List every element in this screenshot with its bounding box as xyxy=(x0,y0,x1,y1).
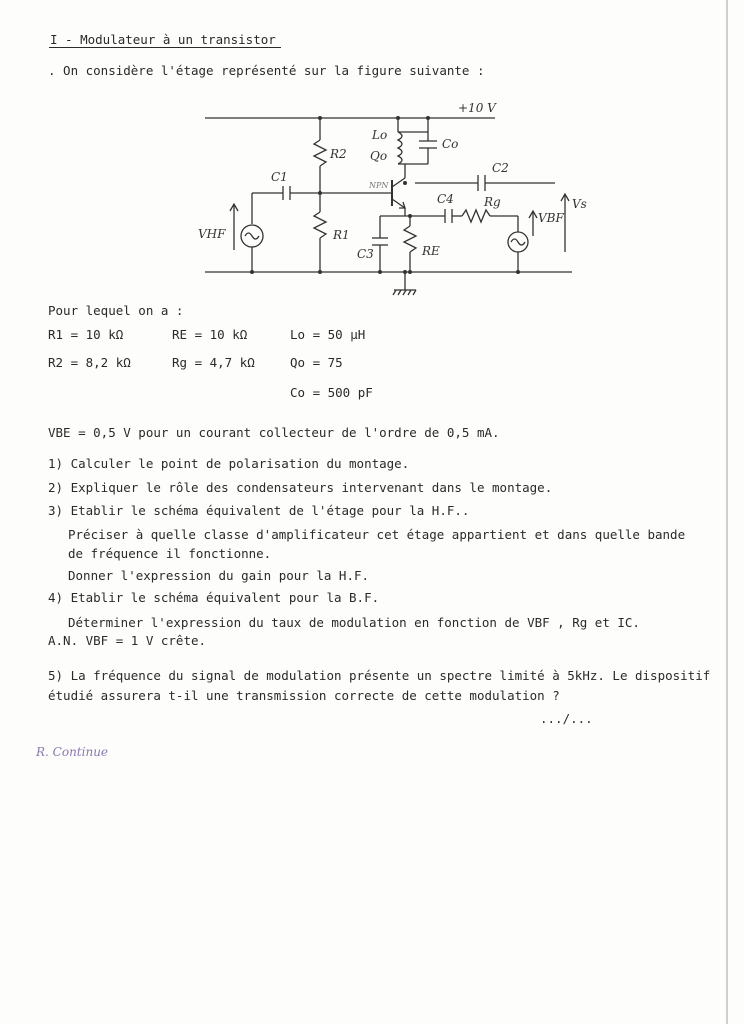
value-qo: Qo = 75 xyxy=(290,355,343,370)
intro-text: . On considère l'étage représenté sur la figure suivante : xyxy=(48,63,485,78)
label-c4: C4 xyxy=(437,192,454,206)
question-4: 4) Etablir le schéma équivalent pour la B.F. xyxy=(48,590,380,605)
question-3-part-2: Préciser à quelle classe d'amplificateur cet étage appartient et dans quelle bande xyxy=(68,527,686,542)
value-co: Co = 500 pF xyxy=(290,385,373,400)
label-c1: C1 xyxy=(271,170,288,184)
lo-inductor xyxy=(398,132,402,164)
label-vbf: VBF xyxy=(538,211,564,225)
label-qo: Qo xyxy=(370,149,388,163)
label-npn: NPN xyxy=(369,181,389,190)
circuit-diagram xyxy=(0,0,744,320)
label-re: RE xyxy=(422,244,440,258)
question-1: 1) Calculer le point de polarisation du montage. xyxy=(48,456,410,471)
re-resistor xyxy=(404,226,416,252)
value-lo: Lo = 50 µH xyxy=(290,327,366,342)
r2-resistor xyxy=(314,140,326,166)
question-3-part-3: de fréquence il fonctionne. xyxy=(68,546,272,561)
question-3-part-4: Donner l'expression du gain pour la H.F. xyxy=(68,568,370,583)
label-vs: Vs xyxy=(572,197,587,211)
label-c2: C2 xyxy=(492,161,509,175)
label-rg: Rg xyxy=(484,195,501,209)
label-lo: Lo xyxy=(372,128,388,142)
given-intro: Pour lequel on a : xyxy=(48,303,184,318)
value-r2: R2 = 8,2 kΩ xyxy=(48,355,131,370)
question-4-numeric: A.N. VBF = 1 V crête. xyxy=(48,633,207,648)
label-r1: R1 xyxy=(333,228,350,242)
label-r2: R2 xyxy=(330,147,347,161)
r1-resistor xyxy=(314,212,326,238)
value-re: RE = 10 kΩ xyxy=(172,327,248,342)
rg-resistor xyxy=(462,210,490,222)
question-3: 3) Etablir le schéma équivalent de l'étage pour la H.F.. xyxy=(48,503,470,518)
label-vhf: VHF xyxy=(198,227,226,241)
section-title: I - Modulateur à un transistor xyxy=(50,32,276,47)
supply-label: +10 V xyxy=(458,101,496,115)
question-2: 2) Expliquer le rôle des condensateurs intervenant dans le montage. xyxy=(48,480,553,495)
label-co: Co xyxy=(442,137,459,151)
label-c3: C3 xyxy=(357,247,374,261)
question-4-part-2: Déterminer l'expression du taux de modulation en fonction de VBF , Rg et IC. xyxy=(68,615,640,630)
handwritten-note: R. Continue xyxy=(36,745,109,759)
question-5-part-2: étudié assurera t-il une transmission correcte de cette modulation ? xyxy=(48,688,560,703)
continued-mark: .../... xyxy=(540,711,593,726)
question-5: 5) La fréquence du signal de modulation présente un spectre limité à 5kHz. Le dispositif xyxy=(48,668,711,683)
value-rg: Rg = 4,7 kΩ xyxy=(172,355,255,370)
vbe-condition: VBE = 0,5 V pour un courant collecteur de l'ordre de 0,5 mA. xyxy=(48,425,500,440)
value-r1: R1 = 10 kΩ xyxy=(48,327,124,342)
